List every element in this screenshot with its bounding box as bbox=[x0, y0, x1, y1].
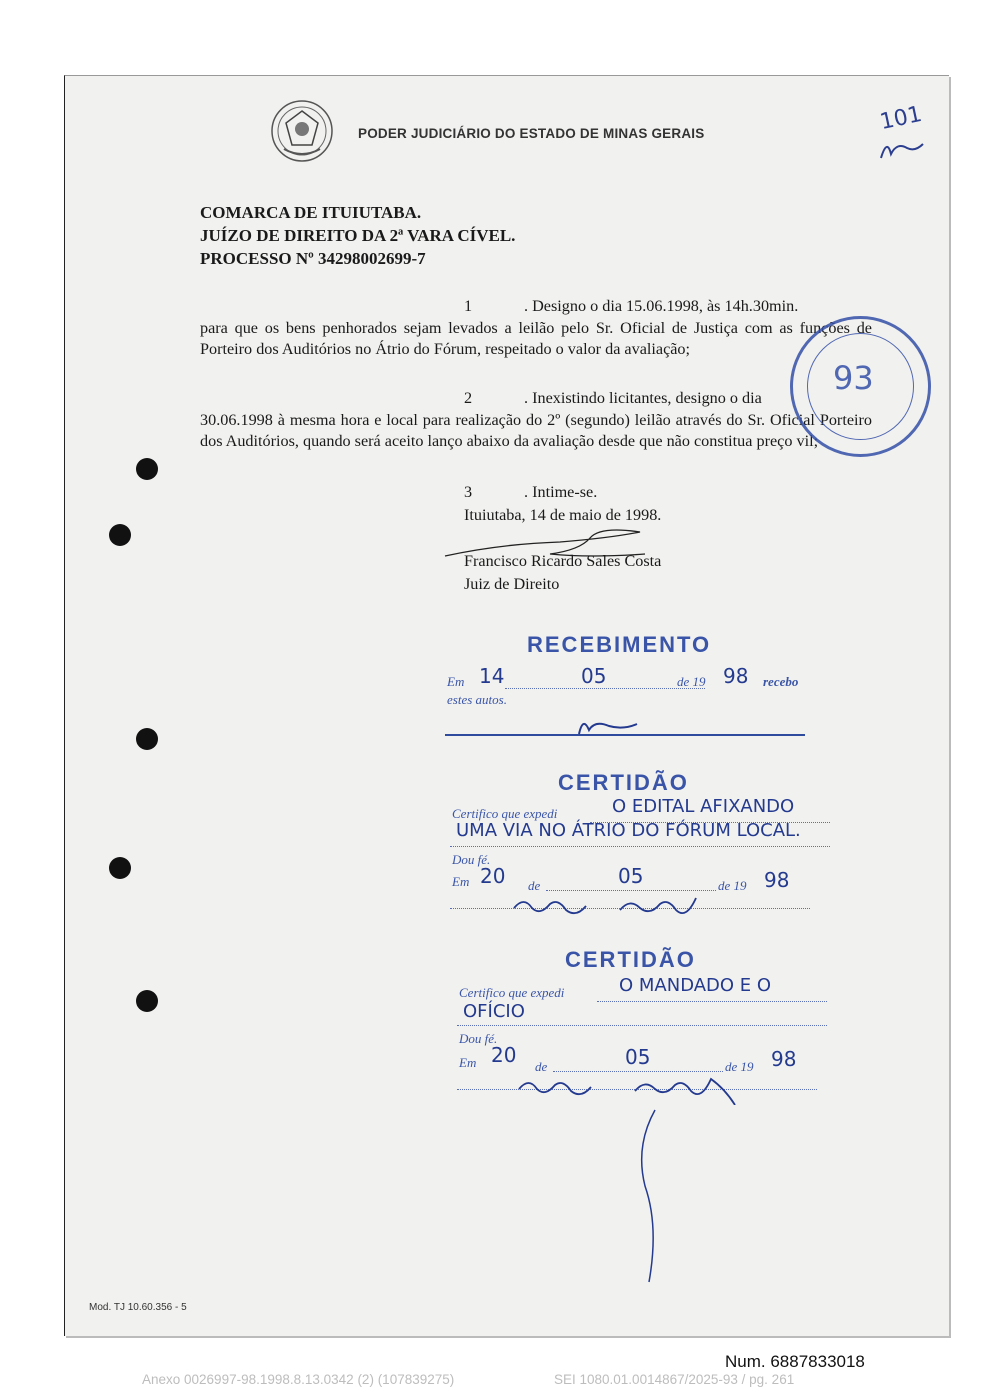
coat-of-arms-seal bbox=[270, 99, 334, 163]
receipt-year: 98 bbox=[723, 664, 749, 688]
handwritten-page-number: 101 bbox=[877, 101, 925, 136]
certificate-1-text1: O EDITAL AFIXANDO bbox=[612, 796, 795, 817]
certificate-2-line1 bbox=[597, 1001, 827, 1002]
certificate-1-label: Certifico que expedi bbox=[452, 806, 558, 821]
punch-hole bbox=[136, 990, 158, 1012]
receipt-de-year: de 19 bbox=[677, 674, 706, 689]
certificate-stamp-1 bbox=[450, 766, 850, 926]
certificate-2-prefix: Em bbox=[459, 1055, 477, 1070]
certificate-2-day: 20 bbox=[491, 1043, 517, 1067]
certificate-2-text1: O MANDADO E O bbox=[619, 975, 772, 996]
receipt-month: 05 bbox=[581, 664, 607, 688]
item-first-line: . Inexistindo licitantes, designo o dia bbox=[524, 389, 762, 407]
judge-title: Juiz de Direito bbox=[464, 575, 560, 593]
item-text: para que os bens penhorados sejam levados a leilão pelo Sr. Oficial de Justiça com as funções de Porteiro dos Auditórios no Átrio do Fórum, respeitado o valor da avaliação; bbox=[200, 318, 872, 358]
certificate-1-line2 bbox=[450, 846, 830, 847]
certificate-1-de: de bbox=[528, 878, 541, 893]
item-text: 30.06.1998 à mesma hora e local para realização do 2º (segundo) leilão através do Sr. Oficial Porteiro dos Auditórios, quando será aceito lanço abaixo da avaliação desde que não constitua preço vil; bbox=[200, 410, 872, 450]
certificate-1-de-year: de 19 bbox=[718, 878, 747, 893]
place-date: Ituiutaba, 14 de maio de 1998. bbox=[464, 506, 662, 524]
certificate-1-year: 98 bbox=[764, 868, 790, 892]
certificate-1-day: 20 bbox=[480, 864, 506, 888]
round-protocol-stamp bbox=[790, 316, 931, 457]
item-first-line: . Designo o dia 15.06.1998, às 14h.30min. bbox=[524, 297, 799, 315]
institution-title: PODER JUDICIÁRIO DO ESTADO DE MINAS GERAIS bbox=[358, 126, 705, 141]
certificate-stamp-2 bbox=[457, 941, 857, 1106]
sei-reference: SEI 1080.01.0014867/2025-93 / pg. 261 bbox=[554, 1372, 795, 1387]
certificate-2-de-year: de 19 bbox=[725, 1059, 754, 1074]
long-pen-stroke bbox=[625, 1106, 685, 1286]
punch-hole bbox=[109, 857, 131, 879]
dispatch-item-1 bbox=[200, 296, 872, 361]
receipt-day: 14 bbox=[479, 664, 505, 688]
receipt-suffix: recebo bbox=[763, 674, 799, 689]
receipt-prefix: Em bbox=[447, 674, 465, 689]
receipt-date-line bbox=[505, 688, 705, 689]
certificate-1-month: 05 bbox=[618, 864, 644, 888]
certificate-2-signature bbox=[515, 1069, 755, 1105]
dispatch-item-3 bbox=[464, 482, 864, 504]
form-code: Mod. TJ 10.60.356 - 5 bbox=[89, 1302, 187, 1313]
item-number: 2 bbox=[464, 389, 473, 407]
certificate-1-signature bbox=[510, 890, 710, 922]
punch-hole bbox=[136, 728, 158, 750]
case-heading bbox=[200, 201, 515, 270]
comarca-line: COMARCA DE ITUIUTABA. bbox=[200, 203, 422, 222]
stamp-handwritten-code: 93 bbox=[833, 359, 874, 397]
certificate-2-title: CERTIDÃO bbox=[565, 947, 696, 972]
certificate-1-text2: UMA VIA NO ÁTRIO DO FÓRUM LOCAL. bbox=[456, 820, 801, 841]
receipt-stamp-title: RECEBIMENTO bbox=[527, 632, 712, 657]
item-number: 3 bbox=[464, 483, 473, 501]
annex-reference: Anexo 0026997-98.1998.8.13.0342 (2) (107839275) bbox=[142, 1372, 455, 1387]
judge-name: Francisco Ricardo Sales Costa bbox=[464, 552, 662, 570]
certificate-2-month: 05 bbox=[625, 1045, 651, 1069]
punch-hole bbox=[136, 458, 158, 480]
certificate-2-label: Certifico que expedi bbox=[459, 985, 565, 1000]
certificate-2-de: de bbox=[535, 1059, 548, 1074]
punch-hole bbox=[109, 524, 131, 546]
handwritten-initial-mark bbox=[877, 134, 927, 164]
receipt-initials bbox=[575, 710, 655, 738]
process-number: PROCESSO Nº 34298002699-7 bbox=[200, 249, 426, 268]
receipt-stamp bbox=[445, 626, 825, 761]
document-number: Num. 6887833018 bbox=[725, 1352, 865, 1371]
certificate-1-prefix: Em bbox=[452, 874, 470, 889]
certificate-1-title: CERTIDÃO bbox=[558, 770, 689, 795]
certificate-2-text2: OFÍCIO bbox=[463, 1001, 525, 1022]
item-first-line: . Intime-se. bbox=[524, 483, 598, 501]
certificate-2-year: 98 bbox=[771, 1047, 797, 1071]
item-number: 1 bbox=[464, 297, 473, 315]
court-line: JUÍZO DE DIREITO DA 2ª VARA CÍVEL. bbox=[200, 226, 516, 245]
certificate-1-dou-fe: Dou fé. bbox=[452, 852, 491, 867]
certificate-2-dou-fe: Dou fé. bbox=[459, 1031, 498, 1046]
dispatch-item-2 bbox=[200, 388, 872, 453]
receipt-line2: estes autos. bbox=[447, 692, 507, 707]
document-page bbox=[64, 75, 949, 1336]
certificate-2-line2 bbox=[457, 1025, 827, 1026]
